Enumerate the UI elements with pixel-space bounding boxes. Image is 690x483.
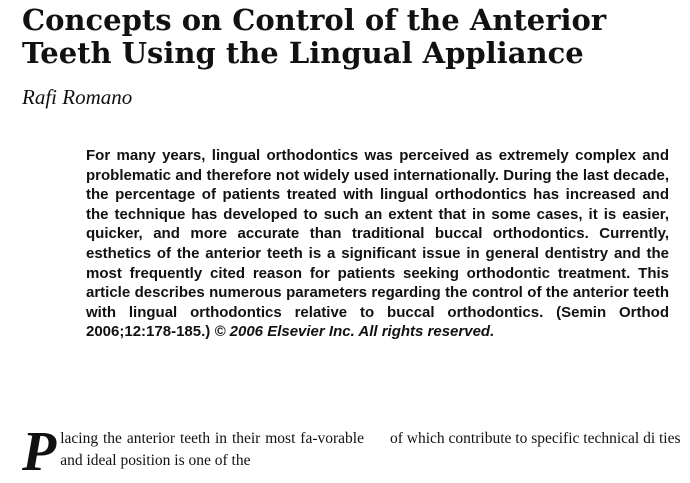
body-text-right: of which contribute to specific technical di ties — [390, 430, 681, 447]
body-column-right — [390, 428, 690, 450]
author-name: Rafi Romano — [22, 85, 133, 109]
abstract-text: For many years, lingual orthodontics was perceived as extremely complex and problematic and therefore not widely used internationally. During the last decade, the percentage of patients treated with lingual orthodontics has increased and the technique has developed to such an extent that in some cases, it is easier, quicker, and more accurate than traditional buccal orthodontics. Currently, esthetics of the anterior teeth is a significant issue in general dentistry and the most frequently cited reason for patients seeking orthodontic treatment. This article describes numerous parameters regarding the control of the anterior teeth with lingual orthodontics relative to buccal orthodontics. (Semin Orthod 2006;12:178-185.) — [86, 147, 669, 341]
body-text-left: lacing the anterior teeth in their most fa-vorable and ideal position is one of the — [60, 430, 364, 469]
copyright-notice: © 2006 Elsevier Inc. All rights reserved. — [214, 323, 495, 341]
abstract — [86, 146, 669, 342]
article-title: Concepts on Control of the Anterior Teeth Using the Lingual Appliance — [22, 3, 607, 70]
body-column-left — [22, 421, 364, 483]
drop-cap: P — [22, 421, 57, 483]
